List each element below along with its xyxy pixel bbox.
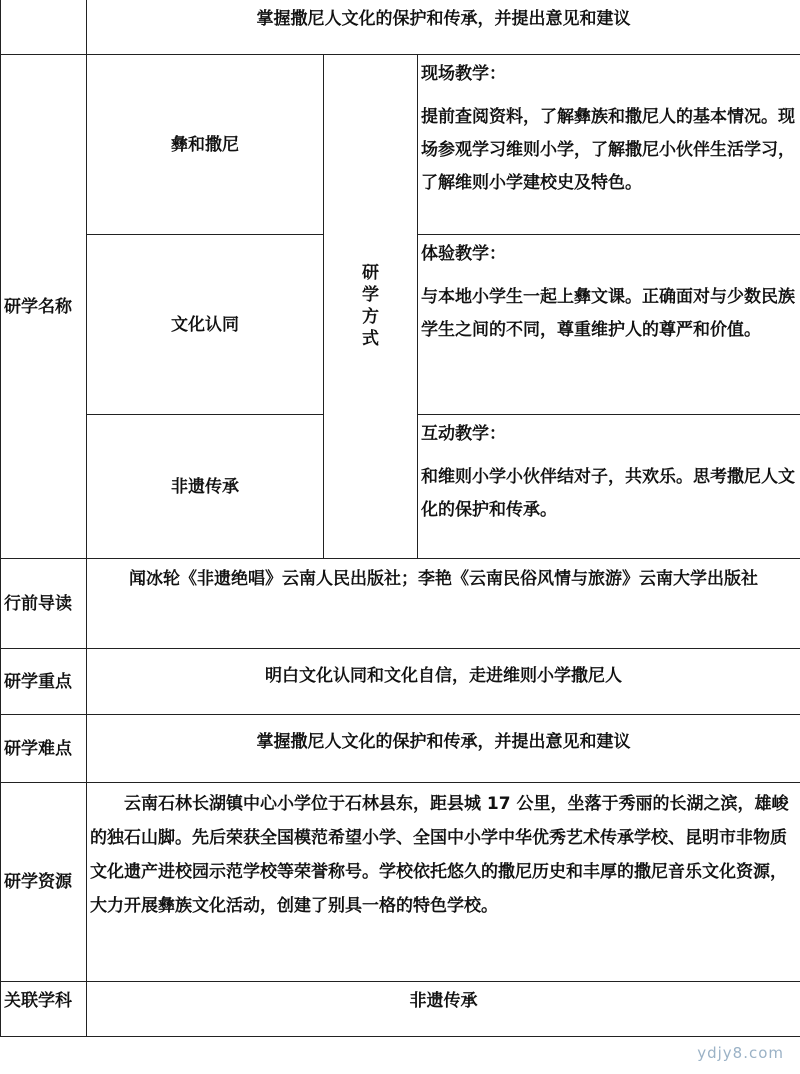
focus-label: 研学重点 [1, 649, 87, 715]
topic-heritage: 非遗传承 [87, 415, 324, 559]
difficulty-label: 研学难点 [1, 715, 87, 783]
site-watermark: ydjy8.com [697, 1044, 784, 1062]
method-interactive-body: 和维则小学小伙伴结对子，共欢乐。思考撒尼人文化的保护和传承。 [421, 467, 795, 520]
pre-reading-label: 行前导读 [1, 559, 87, 649]
study-method-label: 研学方式 [362, 262, 379, 349]
difficulty-value: 掌握撒尼人文化的保护和传承，并提出意见和建议 [87, 715, 800, 783]
method-interactive [418, 415, 800, 559]
pre-reading-value: 闻冰轮《非遗绝唱》云南人民出版社；李艳《云南民俗风情与旅游》云南大学出版社 [87, 559, 800, 649]
focus-value: 明白文化认同和文化自信，走进维则小学撒尼人 [87, 649, 800, 715]
method-onsite [418, 55, 800, 235]
table-row-study-name-1 [1, 55, 800, 235]
subjects-label: 关联学科 [1, 982, 87, 1037]
table-row-subjects [1, 982, 800, 1037]
method-experience [418, 235, 800, 415]
topic-cultural-identity: 文化认同 [87, 235, 324, 415]
study-method-label-cell [324, 55, 418, 559]
resources-value: 云南石林长湖镇中心小学位于石林县东，距县城 17 公里，坐落于秀丽的长湖之滨，雄峻的独石山脚。先后荣获全国模范希望小学、全国中小学中华优秀艺术传承学校、昆明市非物质文化遗产进校园示范学校等荣誉称号。学校依托悠久的撒尼历史和丰厚的撒尼音乐文化资源，大力开展彝族文化活动，创建了别具一格的特色学校。 [87, 783, 800, 982]
subjects-value: 非遗传承 [87, 982, 800, 1037]
method-interactive-title: 互动教学： [421, 424, 506, 444]
method-onsite-body: 提前查阅资料，了解彝族和撒尼人的基本情况。现场参观学习维则小学，了解撒尼小伙伴生活学习，了解维则小学建校史及特色。 [421, 107, 795, 193]
table-row-focus [1, 649, 800, 715]
table-row-top-goal [1, 0, 800, 55]
table-row-difficulty [1, 715, 800, 783]
resources-label: 研学资源 [1, 783, 87, 982]
method-onsite-title: 现场教学： [421, 64, 506, 84]
method-experience-body: 与本地小学生一起上彝文课。正确面对与少数民族学生之间的不同，尊重维护人的尊严和价值。 [421, 287, 795, 340]
table-row-pre-reading [1, 559, 800, 649]
study-name-label: 研学名称 [1, 55, 87, 559]
empty-label-cell [1, 0, 87, 55]
table-row-resources [1, 783, 800, 982]
topic-yi-and-sani: 彝和撒尼 [87, 55, 324, 235]
top-goal-text: 掌握撒尼人文化的保护和传承，并提出意见和建议 [87, 0, 800, 55]
method-experience-title: 体验教学： [421, 244, 506, 264]
